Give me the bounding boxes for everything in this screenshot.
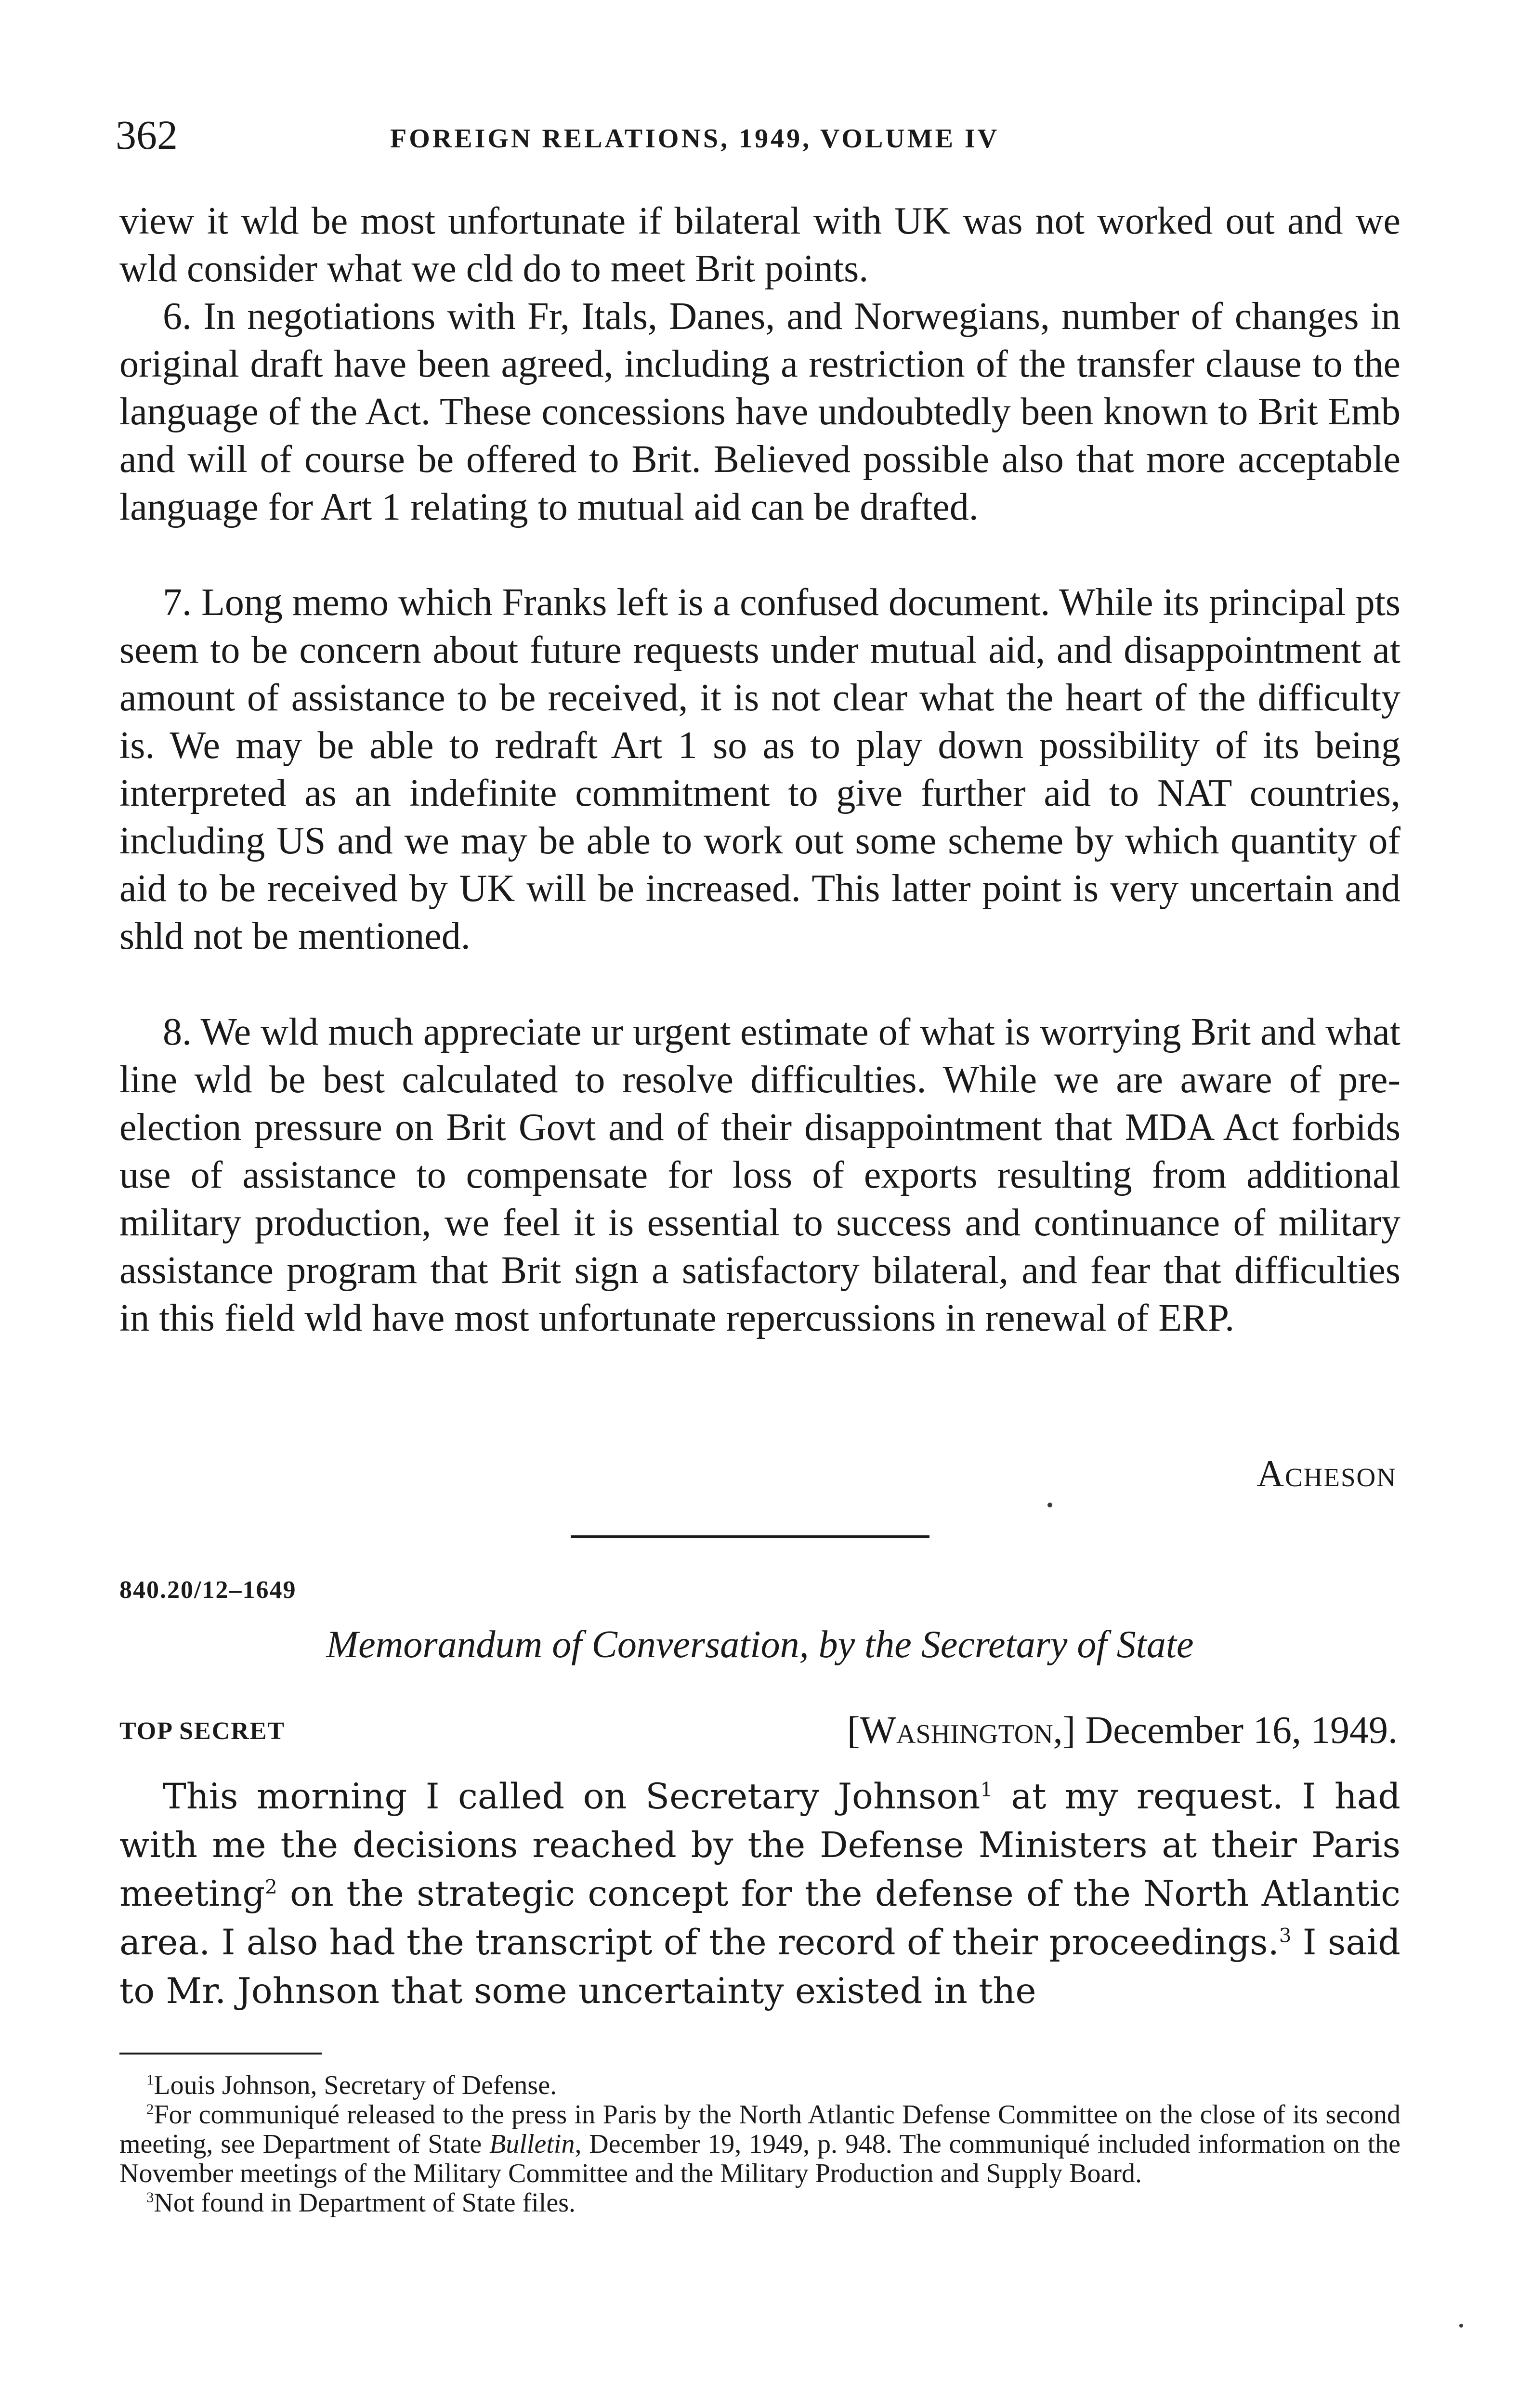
footnote-text-3: Not found in Department of State files. xyxy=(154,2188,576,2218)
footnote-divider xyxy=(119,2053,322,2055)
footnote-text-2b: , December 19, 1949, p. 948. The communiqué included information on the November meetings of the Military Committee and the Military Production and Supply Board. xyxy=(119,2129,1401,2188)
footnote-text-2a: For communiqué released to the press in Paris by the North Atlantic Defense Committee on the close of its second meeting, see Department of State xyxy=(119,2100,1400,2159)
footnote-2 xyxy=(119,2100,1400,2188)
page-number: 362 xyxy=(116,112,178,158)
memo-text-2: at my request. I had with me the decisions reached by the Defense Ministers at their Paris meeting xyxy=(119,1776,1400,1914)
memo-paragraph xyxy=(119,1772,1400,2015)
memo-text-4: I said to Mr. Johnson that some uncertainty existed in the xyxy=(119,1922,1400,2012)
scan-speck xyxy=(1459,2324,1463,2328)
footnote-1 xyxy=(119,2071,1400,2100)
dateline-date: December 16, 1949. xyxy=(1085,1709,1398,1752)
section-divider xyxy=(571,1535,929,1538)
paragraph-7: 7. Long memo which Franks left is a confused document. While its principal pts seem to be concern about future requests under mutual aid, and disappointment at amount of assistance to be received, it is not clear what the heart of the difficulty is. We may be able to redraft Art 1 so as to play down possibility of its being interpreted as an indefinite commitment to give further aid to NAT countries, including US and we may be able to work out some scheme by which quantity of aid to be received by UK will be increased. This latter point is very uncertain and shld not be mentioned. xyxy=(119,581,1400,957)
scan-speck xyxy=(1047,1503,1052,1507)
dateline-place: [Washington,] xyxy=(847,1709,1076,1752)
running-head: FOREIGN RELATIONS, 1949, VOLUME IV xyxy=(390,124,1000,154)
footnote-mark-1: 1 xyxy=(146,2071,154,2088)
footnote-text-1: Louis Johnson, Secretary of Defense. xyxy=(154,2070,557,2100)
memo-text-1: This morning I called on Secretary Johnson xyxy=(163,1776,981,1817)
footnote-ref-1: 1 xyxy=(980,1779,993,1801)
dateline xyxy=(847,1709,1398,1753)
footnote-ref-3: 3 xyxy=(1279,1924,1292,1947)
file-number: 840.20/12–1649 xyxy=(119,1576,297,1604)
document-title: Memorandum of Conversation, by the Secretary of State xyxy=(326,1623,1194,1666)
paragraph-continuation: view it wld be most unfortunate if bilateral with UK was not worked out and we wld consider what we cld do to meet Brit points. xyxy=(119,200,1400,290)
footnote-mark-3: 3 xyxy=(146,2189,154,2206)
classification-label: TOP SECRET xyxy=(119,1717,286,1745)
footnote-bulletin: Bulletin xyxy=(489,2129,575,2159)
signature-acheson: Acheson xyxy=(1256,1453,1397,1494)
footnotes xyxy=(119,2071,1400,2218)
paragraph-6: 6. In negotiations with Fr, Itals, Danes, and Norwegians, number of changes in original draft have been agreed, including a restriction of the transfer clause to the language of the Act. These concessions have undoubtedly been known to Brit Emb and will of course be offered to Brit. Believed possible also that more acceptable language for Art 1 relating to mutual aid can be drafted. xyxy=(119,295,1400,528)
footnote-3 xyxy=(119,2188,1400,2218)
footnote-mark-2: 2 xyxy=(146,2101,154,2118)
paragraph-8: 8. We wld much appreciate ur urgent estimate of what is worrying Brit and what line wld be best calculated to resolve difficulties. While we are aware of pre-election pressure on Brit Govt and of their disappointment that MDA Act forbids use of assistance to compensate for loss of exports resulting from additional military production, we feel it is essential to success and continuance of military assistance program that Brit sign a satisfactory bilateral, and fear that difficulties in this field wld have most unfortunate repercussions in renewal of ERP. xyxy=(119,1011,1400,1339)
memo-text-3: on the strategic concept for the defense of the North Atlantic area. I also had the transcript of the record of their proceedings. xyxy=(119,1873,1400,1963)
page-header xyxy=(116,111,1397,164)
footnote-ref-2: 2 xyxy=(265,1876,277,1898)
